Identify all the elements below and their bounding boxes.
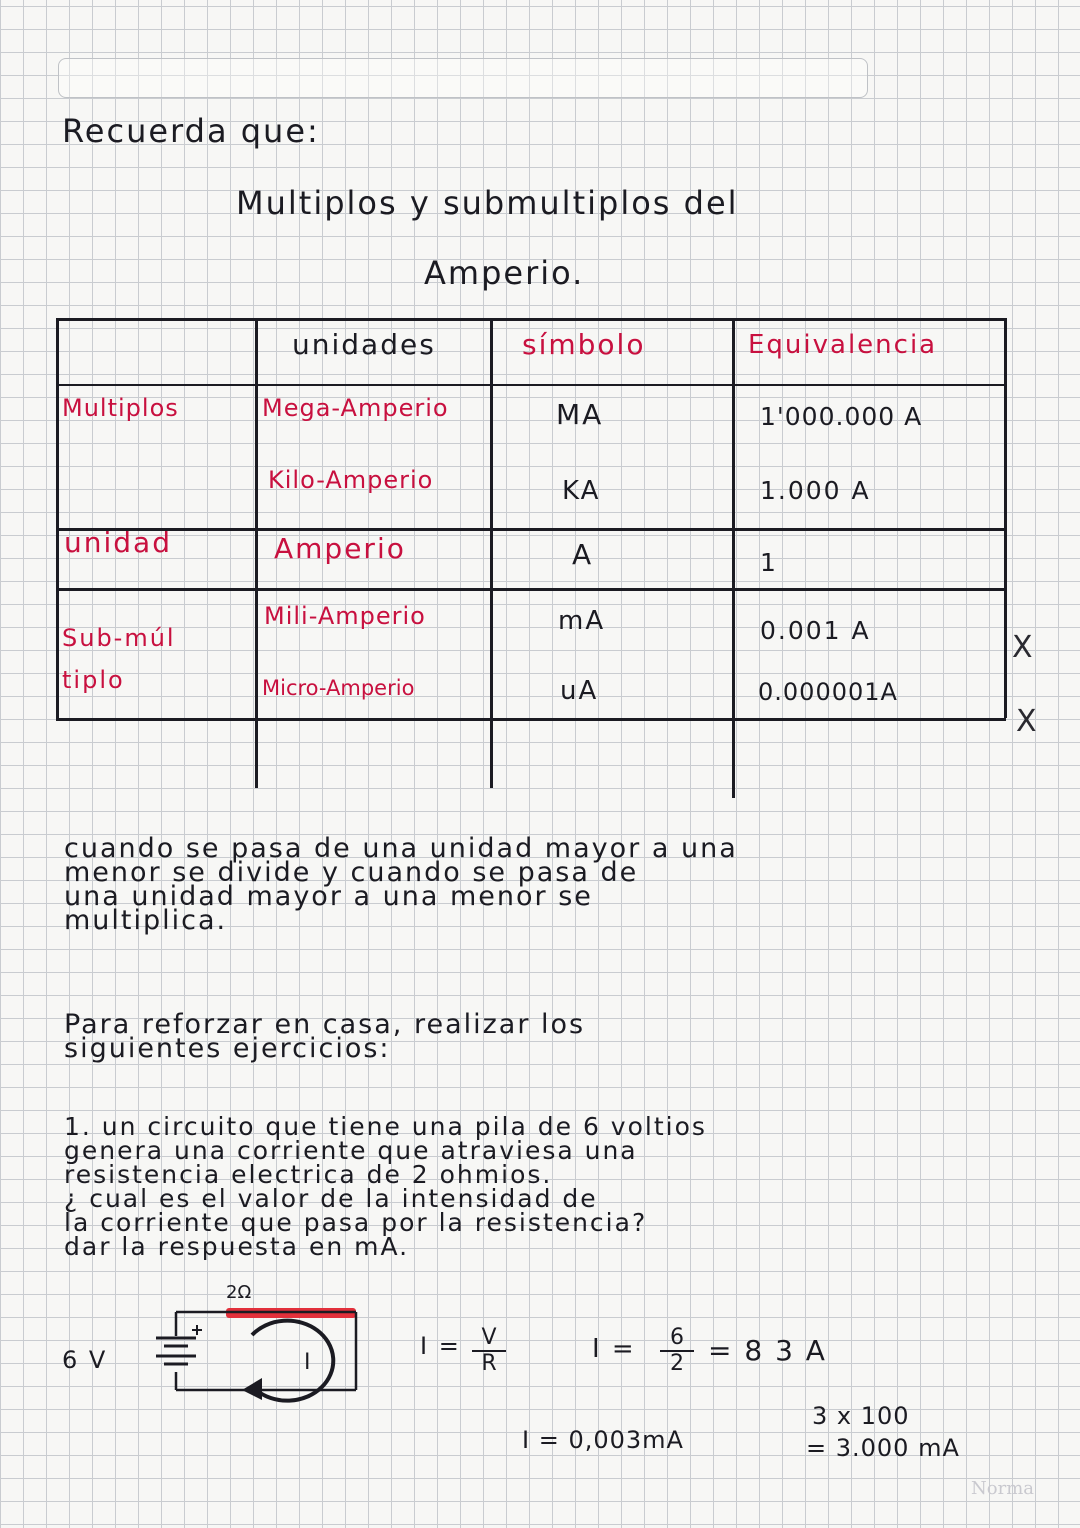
group-submultiplo-2: tiplo — [62, 666, 125, 694]
symbol-mega: MA — [556, 398, 604, 431]
ohm-law-fraction — [472, 1326, 506, 1376]
calc-numerator: 6 — [670, 1325, 684, 1350]
rule-line-1: cuando se pasa de una unidad mayor a una — [64, 833, 738, 864]
cross-mark-1: X — [1012, 630, 1035, 665]
equiv-micro: 0.000001A — [758, 678, 898, 706]
table-header-line — [56, 384, 1006, 386]
unit-mega: Mega-Amperio — [262, 394, 449, 422]
rule-line-4: multiplica. — [64, 905, 228, 936]
unit-micro: Micro-Amperio — [262, 676, 415, 700]
current-arrow-icon — [252, 1321, 333, 1401]
reminder-heading: Recuerda que: — [62, 112, 320, 150]
battery-icon — [156, 1325, 202, 1364]
title-line-1: Multiplos y submultiplos del — [236, 184, 739, 222]
exercise-line-3: resistencia electrica de 2 ohmios. — [64, 1160, 553, 1189]
table-right-border — [1004, 318, 1007, 718]
table-top-line — [56, 318, 1006, 321]
exercise-line-4: ¿ cual es el valor de la intensidad de — [64, 1184, 598, 1213]
rule-line-2: menor se divide y cuando se pasa de — [64, 857, 639, 888]
header-simbolo: símbolo — [522, 328, 646, 361]
brand-logo: Norma — [971, 1478, 1034, 1499]
ohm-law-denominator: R — [481, 1351, 497, 1376]
symbol-micro: uA — [560, 676, 599, 706]
symbol-mili: mA — [558, 606, 606, 636]
group-unidad: unidad — [64, 526, 172, 559]
voltage-label: 6 V — [62, 1346, 108, 1374]
ohm-law-lhs: I = — [420, 1332, 461, 1360]
table-col-1-border — [255, 318, 258, 788]
symbol-kilo: KA — [562, 476, 601, 506]
unit-kilo: Kilo-Amperio — [268, 466, 434, 494]
table-col-2-border — [490, 318, 493, 788]
arrow-head-icon — [242, 1378, 262, 1400]
header-equivalencia: Equivalencia — [748, 330, 938, 360]
unit-mili: Mili-Amperio — [264, 602, 426, 630]
calc-result: = 8 3 A — [708, 1334, 827, 1367]
table-left-border — [56, 318, 59, 718]
group-submultiplo-1: Sub-múl — [62, 624, 176, 652]
calc-denominator: 2 — [670, 1351, 684, 1376]
equiv-mega: 1'000.000 A — [760, 402, 923, 431]
exercise-line-1: 1. un circuito que tiene una pila de 6 voltios — [64, 1112, 707, 1141]
table-multiplos-line — [56, 528, 1006, 531]
calc-fraction — [660, 1326, 694, 1376]
unit-amperio: Amperio — [274, 532, 406, 565]
equiv-mili: 0.001 A — [760, 616, 871, 645]
cross-mark-2: X — [1016, 704, 1039, 739]
homework-line-2: siguientes ejercicios: — [64, 1033, 391, 1064]
circuit-diagram — [56, 1280, 376, 1410]
equiv-amperio: 1 — [760, 548, 778, 577]
calc-lhs: I = — [592, 1334, 636, 1364]
header-unidades: unidades — [292, 328, 436, 361]
exercise-line-6: dar la respuesta en mA. — [64, 1232, 410, 1261]
symbol-amperio: A — [572, 538, 594, 571]
table-col-3-border — [732, 318, 735, 798]
conversion-line-2: = 3.000 mA — [806, 1434, 960, 1462]
resistor-label: 2Ω — [226, 1282, 252, 1303]
ohm-law-numerator: V — [481, 1325, 497, 1350]
exercise-line-2: genera una corriente que atraviesa una — [64, 1136, 638, 1165]
current-label: I — [304, 1350, 313, 1375]
conversion-line-1: 3 x 100 — [812, 1402, 910, 1430]
group-multiplos: Multiplos — [62, 394, 179, 422]
notebook-header-box — [58, 58, 868, 98]
rule-line-3: una unidad mayor a una menor se — [64, 881, 593, 912]
final-answer: I = 0,003mA — [522, 1426, 684, 1454]
homework-line-1: Para reforzar en casa, realizar los — [64, 1009, 586, 1040]
equiv-kilo: 1.000 A — [760, 476, 871, 505]
table-unidad-line — [56, 588, 1006, 591]
table-submultiplo-line — [56, 718, 1006, 721]
title-line-2: Amperio. — [424, 254, 585, 292]
exercise-line-5: la corriente que pasa por la resistencia? — [64, 1208, 648, 1237]
